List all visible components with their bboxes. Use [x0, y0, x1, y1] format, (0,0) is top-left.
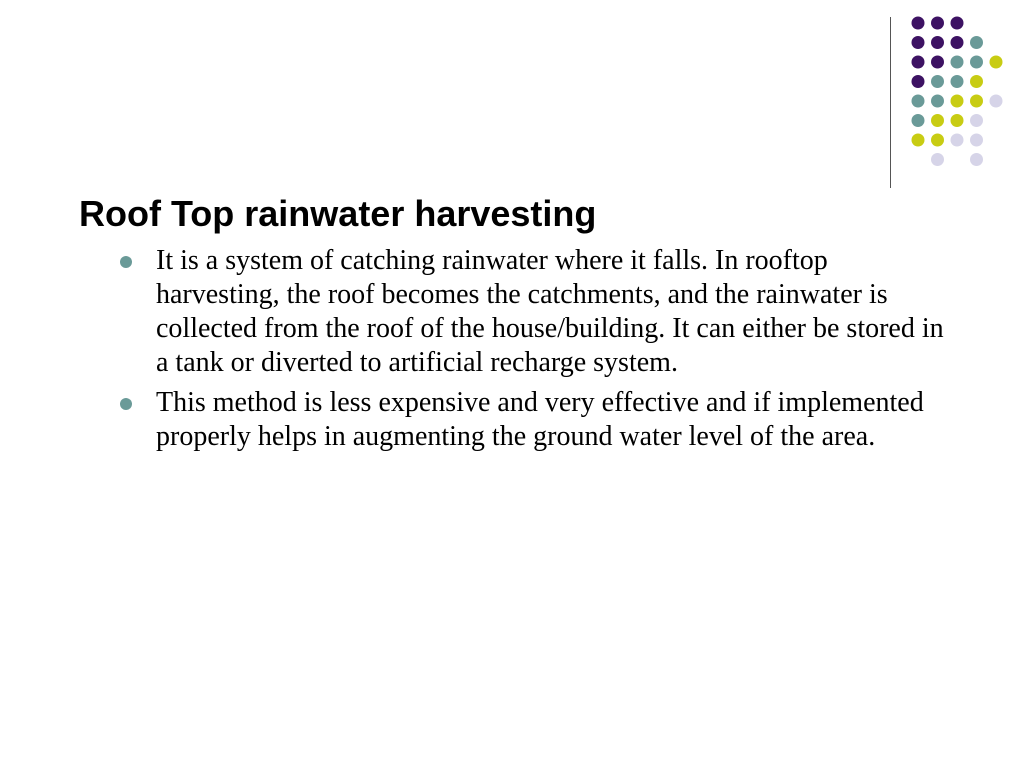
bullet-item: [120, 386, 960, 454]
decorative-dot: [951, 114, 964, 127]
bullet-text: This method is less expensive and very effective and if implemented properly helps in augmenting the ground water level of the area.: [156, 387, 924, 452]
bullet-list: [120, 244, 960, 460]
decorative-dot: [970, 134, 983, 147]
decorative-dot: [912, 114, 925, 127]
decorative-dot: [931, 56, 944, 69]
decorative-dot: [970, 36, 983, 49]
bullet-text: It is a system of catching rainwater where it falls. In rooftop harvesting, the roof becomes the catchments, and the rainwater is collected from the roof of the house/building. It can either be stored in a tank or diverted to artificial recharge system.: [156, 245, 944, 378]
decorative-dot: [951, 134, 964, 147]
decorative-dot: [931, 17, 944, 30]
decorative-dot: [951, 17, 964, 30]
decorative-dot: [970, 114, 983, 127]
decorative-dot: [951, 75, 964, 88]
decorative-dot: [931, 36, 944, 49]
decorative-dot: [931, 114, 944, 127]
decorative-dot: [912, 134, 925, 147]
bullet-dot-icon: [120, 256, 132, 268]
decorative-dot: [951, 36, 964, 49]
decorative-dot: [912, 56, 925, 69]
decorative-dot: [931, 153, 944, 166]
decorative-dot: [970, 56, 983, 69]
decorative-dot: [912, 95, 925, 108]
decorative-dot-grid: [0, 0, 1024, 200]
decorative-dot: [912, 17, 925, 30]
decorative-dot: [990, 56, 1003, 69]
decorative-dot: [931, 95, 944, 108]
decorative-divider-line: [890, 17, 891, 188]
decorative-dot: [912, 36, 925, 49]
decorative-dot: [970, 75, 983, 88]
decorative-dot: [931, 134, 944, 147]
bullet-dot-icon: [120, 398, 132, 410]
decorative-dot: [970, 153, 983, 166]
decorative-dot: [931, 75, 944, 88]
decorative-dot: [951, 56, 964, 69]
decorative-dot: [990, 95, 1003, 108]
decorative-dot: [912, 75, 925, 88]
decorative-dot: [970, 95, 983, 108]
bullet-item: [120, 244, 960, 380]
decorative-dot: [951, 95, 964, 108]
slide-title: Roof Top rainwater harvesting: [79, 193, 597, 234]
